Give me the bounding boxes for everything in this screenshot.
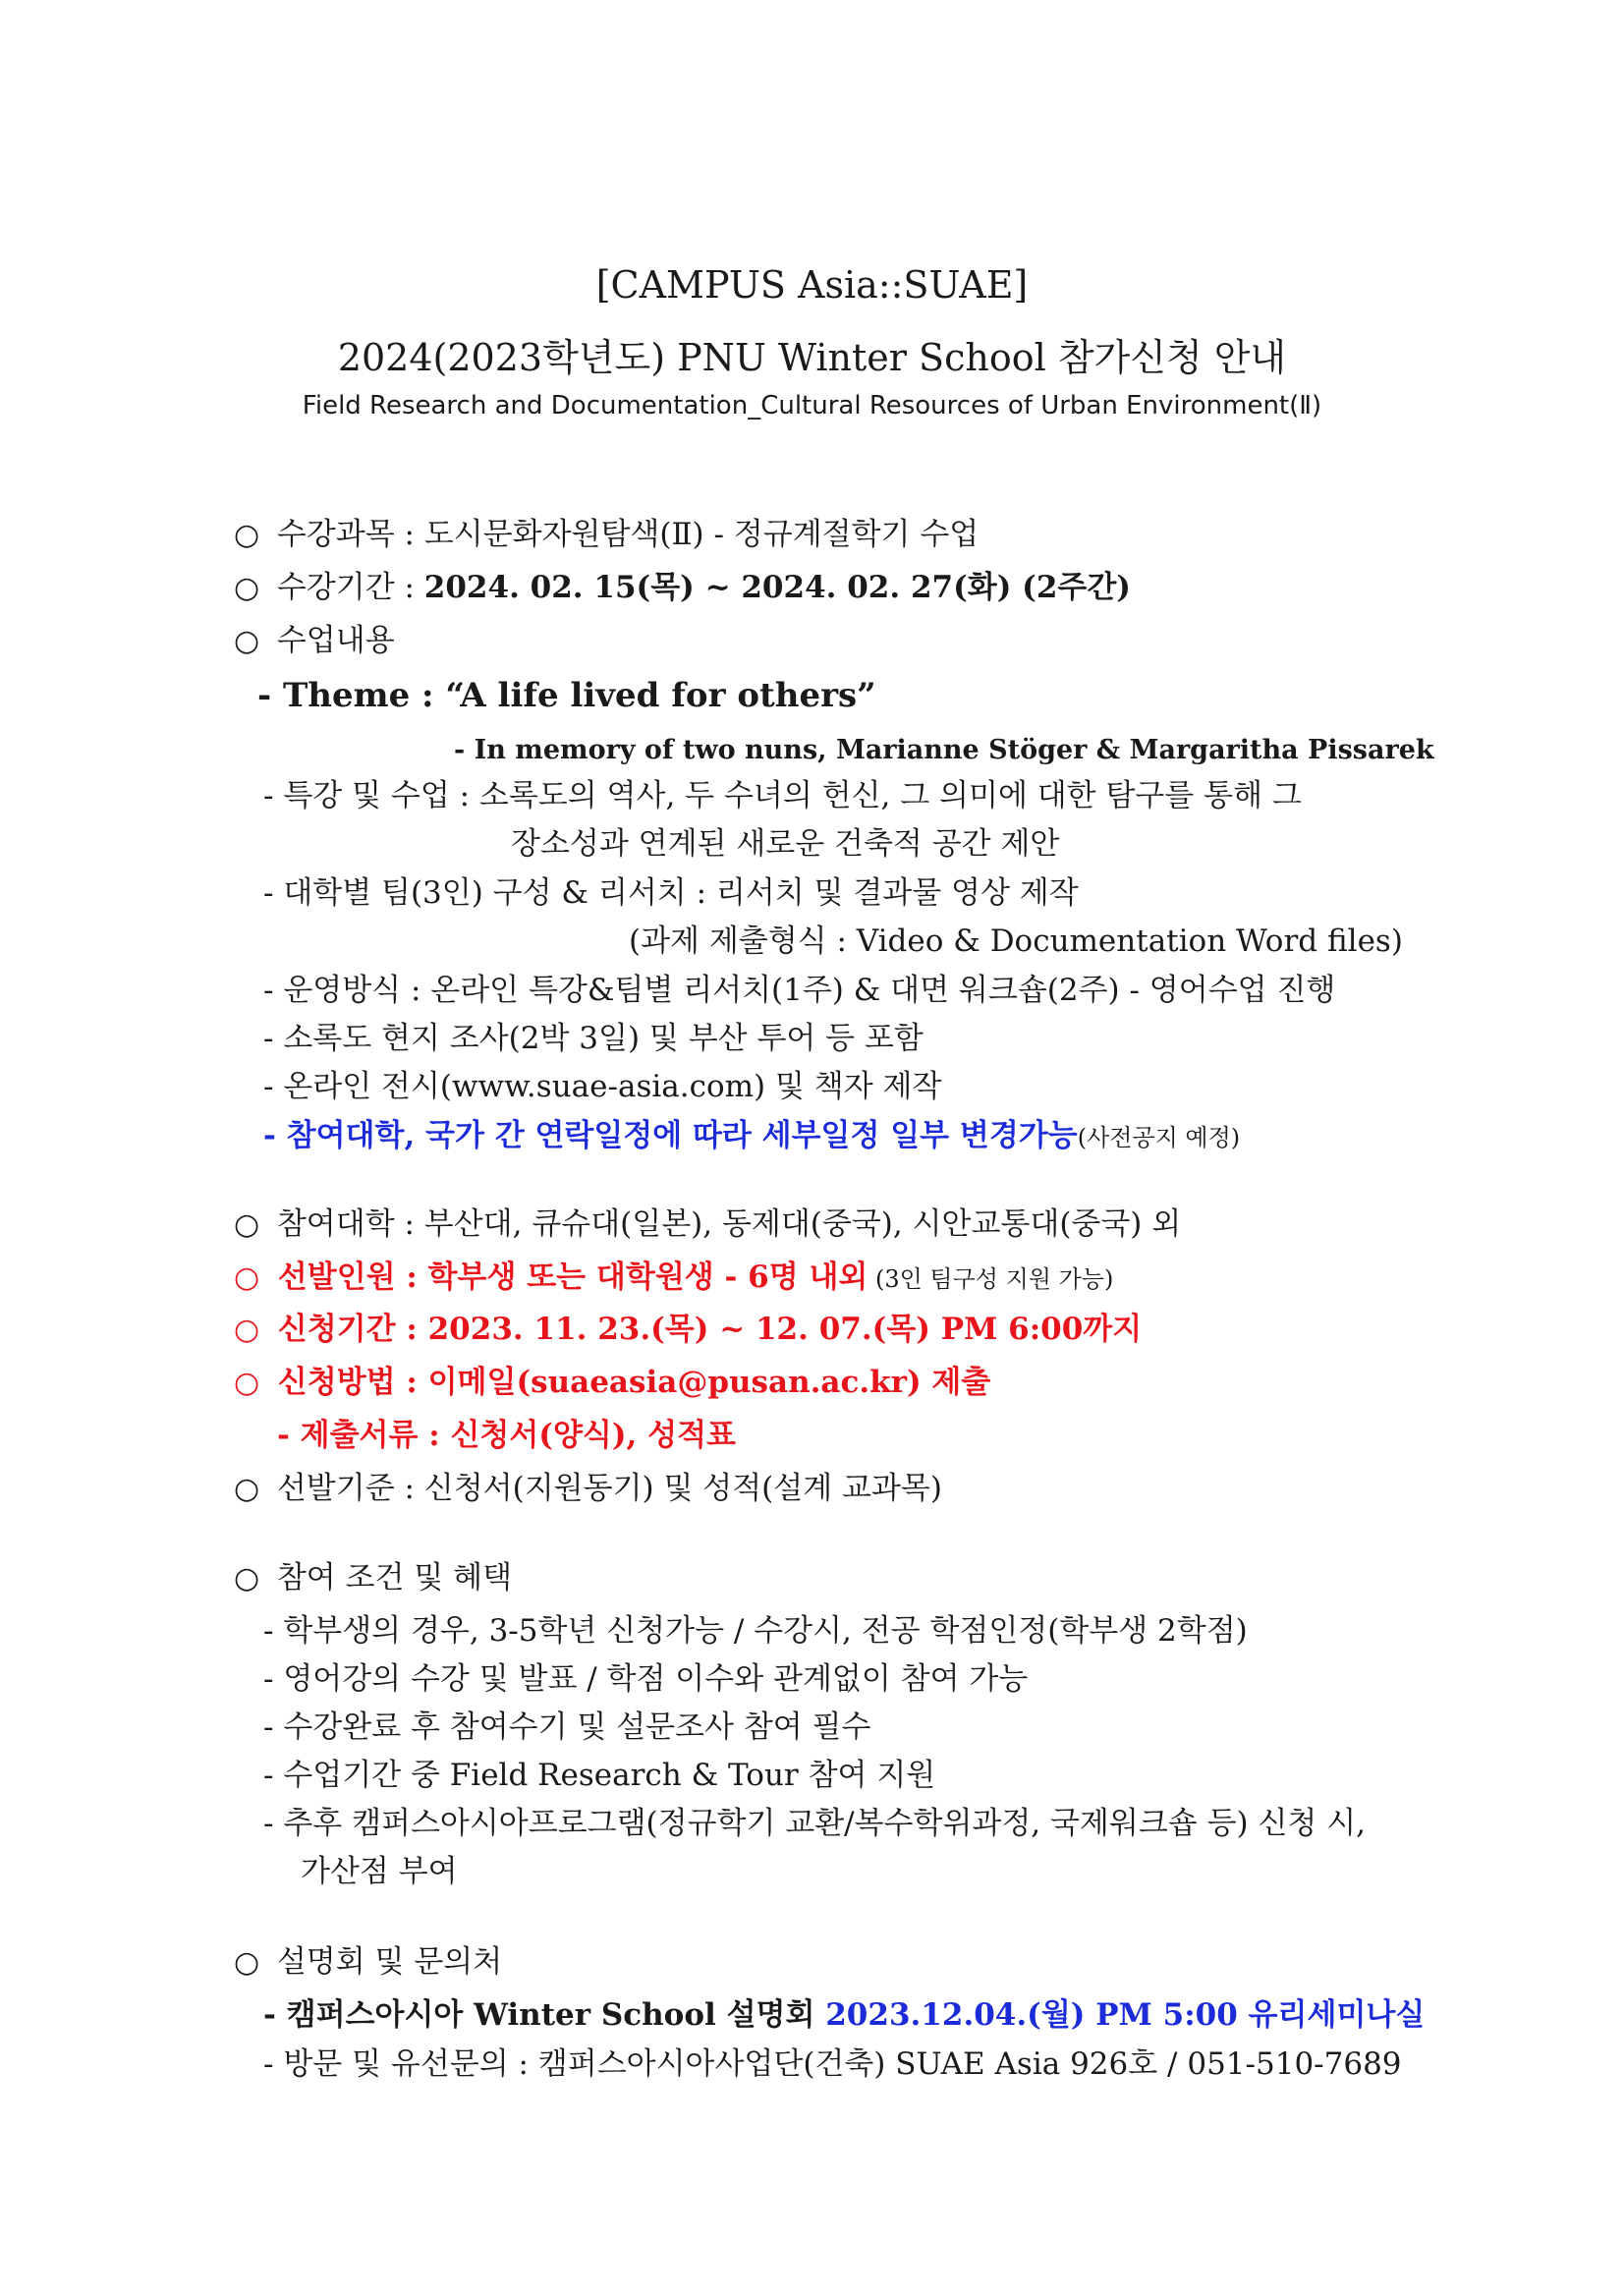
apply-quota-item — [234, 1258, 1113, 1299]
course-field-trip: - 소록도 현지 조사(2박 3일) 및 부산 투어 등 포함 — [263, 1021, 924, 1056]
circle-bullet-icon: ○ — [234, 1472, 260, 1506]
info-session-label: - 캠퍼스아시아 Winter School 설명회 — [263, 1997, 826, 2033]
document-main-title: 2024(2023학년도) PNU Winter School 참가신청 안내 — [337, 336, 1287, 379]
course-theme: - Theme : “A life lived for others” — [257, 676, 876, 715]
document-title: [CAMPUS Asia::SUAE] — [595, 263, 1029, 307]
course-subject-item — [234, 515, 979, 555]
schedule-notice-main: - 참여대학, 국가 간 연락일정에 따라 세부일정 일부 변경가능 — [263, 1118, 1078, 1153]
apply-quota-note: (3인 팀구성 지원 가능) — [868, 1265, 1114, 1293]
apply-method: 신청방법 : 이메일(suaeasia@pusan.ac.kr) 제출 — [277, 1365, 991, 1400]
benefits-heading: 참여 조건 및 혜택 — [276, 1560, 513, 1596]
benefit-survey: - 수강완료 후 참여수기 및 설문조사 참여 필수 — [263, 1709, 871, 1745]
circle-bullet-icon: ○ — [234, 624, 260, 658]
circle-bullet-icon: ○ — [234, 1207, 260, 1242]
apply-method-item — [234, 1363, 990, 1403]
circle-bullet-icon: ○ — [234, 1366, 260, 1400]
apply-quota: 선발인원 : 학부생 또는 대학원생 - 6명 내외 — [277, 1260, 868, 1295]
apply-universities-item — [234, 1204, 1181, 1245]
info-session-datetime: 2023.12.04.(월) PM 5:00 유리세미나실 — [825, 1997, 1426, 2033]
course-content-heading: 수업내용 — [276, 623, 395, 658]
apply-criteria-item — [234, 1469, 942, 1509]
circle-bullet-icon: ○ — [234, 518, 260, 552]
contact-info-session — [263, 1995, 1425, 2035]
benefits-heading-item — [234, 1558, 512, 1598]
circle-bullet-icon: ○ — [234, 571, 260, 605]
document-subtitle: Field Research and Documentation_Cultural Resources of Urban Environment(Ⅱ) — [302, 391, 1322, 420]
course-period-value: 2024. 02. 15(목) ~ 2024. 02. 27(화) (2주간) — [423, 570, 1131, 605]
contact-heading-item — [234, 1942, 502, 1983]
course-team-line2: (과제 제출형식 : Video & Documentation Word files) — [629, 924, 1403, 959]
benefit-bonus-line2: 가산점 부여 — [301, 1854, 458, 1889]
contact-heading: 설명회 및 문의처 — [276, 1944, 503, 1980]
circle-bullet-icon: ○ — [234, 1561, 260, 1596]
apply-documents: - 제출서류 : 신청서(양식), 성적표 — [277, 1418, 736, 1453]
apply-universities: 참여대학 : 부산대, 큐슈대(일본), 동제대(중국), 시안교통대(중국) 외 — [276, 1206, 1182, 1242]
course-lecture-line2: 장소성과 연계된 새로운 건축적 공간 제안 — [511, 826, 1060, 862]
circle-bullet-icon: ○ — [234, 1945, 260, 1980]
benefit-english: - 영어강의 수강 및 발표 / 학점 이수와 관계없이 참여 가능 — [263, 1661, 1029, 1697]
course-period-label: 수강기간 : — [276, 570, 424, 605]
course-lecture-line1: - 특강 및 수업 : 소록도의 역사, 두 수녀의 헌신, 그 의미에 대한 탐구를 통해 그 — [263, 778, 1302, 813]
benefit-field-support: - 수업기간 중 Field Research & Tour 참여 지원 — [263, 1758, 936, 1793]
course-team-line1: - 대학별 팀(3인) 구성 & 리서치 : 리서치 및 결과물 영상 제작 — [263, 875, 1079, 911]
circle-bullet-icon: ○ — [234, 1260, 260, 1295]
course-operation: - 운영방식 : 온라인 특강&팀별 리서치(1주) & 대면 워크숍(2주) - 영어수업 진행 — [263, 973, 1336, 1008]
contact-visit-phone: - 방문 및 유선문의 : 캠퍼스아시아사업단(건축) SUAE Asia 926호 / 051-510-7689 — [263, 2046, 1402, 2082]
course-exhibition: - 온라인 전시(www.suae-asia.com) 및 책자 제작 — [263, 1069, 942, 1104]
course-subject: 수강과목 : 도시문화자원탐색(Ⅱ) - 정규계절학기 수업 — [276, 517, 980, 552]
apply-period-item — [234, 1310, 1142, 1350]
course-period-item — [234, 568, 1131, 608]
benefit-credit: - 학부생의 경우, 3-5학년 신청가능 / 수강시, 전공 학점인정(학부생 2학점) — [263, 1613, 1248, 1649]
schedule-notice-small: (사전공지 예정) — [1077, 1124, 1241, 1151]
apply-period: 신청기간 : 2023. 11. 23.(목) ~ 12. 07.(목) PM 6:00까지 — [277, 1312, 1143, 1347]
course-theme-memory: - In memory of two nuns, Marianne Stöger & Margaritha Pissarek — [454, 735, 1434, 765]
apply-criteria: 선발기준 : 신청서(지원동기) 및 성적(설계 교과목) — [276, 1471, 942, 1506]
course-schedule-notice — [263, 1116, 1240, 1157]
benefit-bonus-line1: - 추후 캠퍼스아시아프로그램(정규학기 교환/복수학위과정, 국제워크숍 등) 신청 시, — [263, 1806, 1367, 1841]
circle-bullet-icon: ○ — [234, 1313, 260, 1347]
course-content-heading-item — [234, 621, 395, 661]
